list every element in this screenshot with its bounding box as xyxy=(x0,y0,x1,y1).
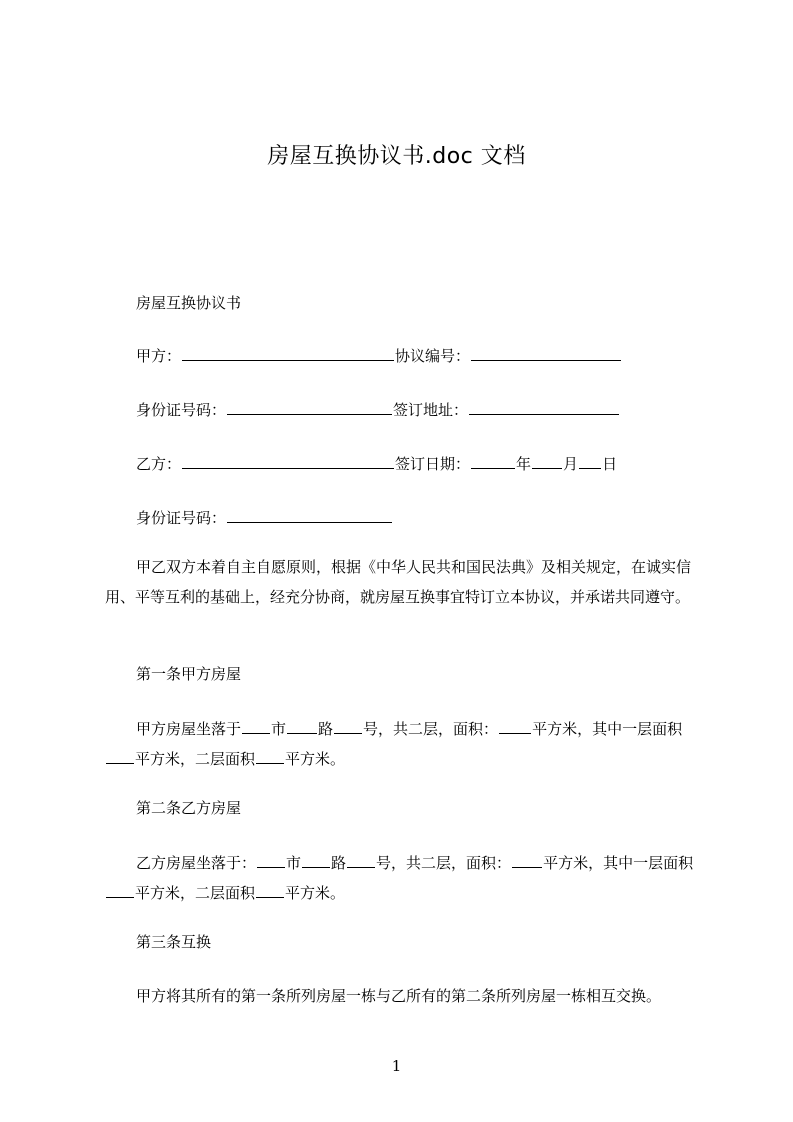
party-a-blank[interactable] xyxy=(182,344,394,361)
agreement-heading: 房屋互换协议书 xyxy=(136,294,242,312)
agreement-number-label: 协议编号： xyxy=(395,347,471,365)
article1-title: 第一条甲方房屋 xyxy=(136,665,242,683)
sign-address-blank[interactable] xyxy=(469,398,619,415)
party-b-row xyxy=(136,452,617,475)
article2-area-blank[interactable] xyxy=(512,851,542,868)
article1-road-blank[interactable] xyxy=(287,717,317,734)
month-label: 月 xyxy=(563,455,579,473)
article1-city-blank[interactable] xyxy=(242,717,270,734)
article3-title: 第三条互换 xyxy=(136,933,212,951)
article1-number-blank[interactable] xyxy=(334,717,362,734)
article2-floor1-blank[interactable] xyxy=(106,881,134,898)
agreement-number-blank[interactable] xyxy=(471,344,621,361)
id-number-a-blank[interactable] xyxy=(227,398,392,415)
article2-city-blank[interactable] xyxy=(257,851,285,868)
party-b-label: 乙方： xyxy=(136,455,182,473)
party-a-row xyxy=(136,344,622,367)
article2-paragraph: 乙方房屋坐落于： 市 路 号，共二层，面积： 平方米，其中一层面积平方米，二层面积 平方米。 xyxy=(105,848,705,908)
article3-text: 甲方将其所有的第一条所列房屋一栋与乙所有的第二条所列房屋一栋相互交换。 xyxy=(136,987,662,1005)
year-label: 年 xyxy=(516,455,532,473)
article2-floor2-blank[interactable] xyxy=(256,881,284,898)
article1-area-blank[interactable] xyxy=(499,717,531,734)
article1-floor2-blank[interactable] xyxy=(256,747,284,764)
party-b-blank[interactable] xyxy=(182,452,394,469)
id-number-a-label: 身份证号码： xyxy=(136,401,227,419)
party-a-label: 甲方： xyxy=(136,347,182,365)
day-label: 日 xyxy=(602,455,618,473)
article2-title: 第二条乙方房屋 xyxy=(136,799,242,817)
id-address-row xyxy=(136,398,620,421)
month-blank[interactable] xyxy=(532,452,562,469)
sign-address-label: 签订地址： xyxy=(393,401,469,419)
preamble-paragraph: 甲乙双方本着自主自愿原则，根据《中华人民共和国民法典》及相关规定，在诚实信用、平等互利的基础上，经充分协商，就房屋互换事宜特订立本协议，并承诺共同遵守。 xyxy=(105,558,692,606)
document-title: 房屋互换协议书.doc 文档 xyxy=(267,144,526,169)
id-number-b-label: 身份证号码： xyxy=(136,509,227,527)
article2-road-blank[interactable] xyxy=(302,851,330,868)
day-blank[interactable] xyxy=(579,452,601,469)
id-number-b-row xyxy=(136,506,393,529)
article2-number-blank[interactable] xyxy=(347,851,375,868)
article1-paragraph: 甲方房屋坐落于 市 路 号，共二层，面积： 平方米，其中一层面积平方米，二层面积 平方米。 xyxy=(105,714,705,774)
sign-date-label: 签订日期： xyxy=(395,455,471,473)
article1-floor1-blank[interactable] xyxy=(106,747,134,764)
id-number-b-blank[interactable] xyxy=(227,506,392,523)
year-blank[interactable] xyxy=(471,452,515,469)
page-number: 1 xyxy=(391,1057,402,1075)
